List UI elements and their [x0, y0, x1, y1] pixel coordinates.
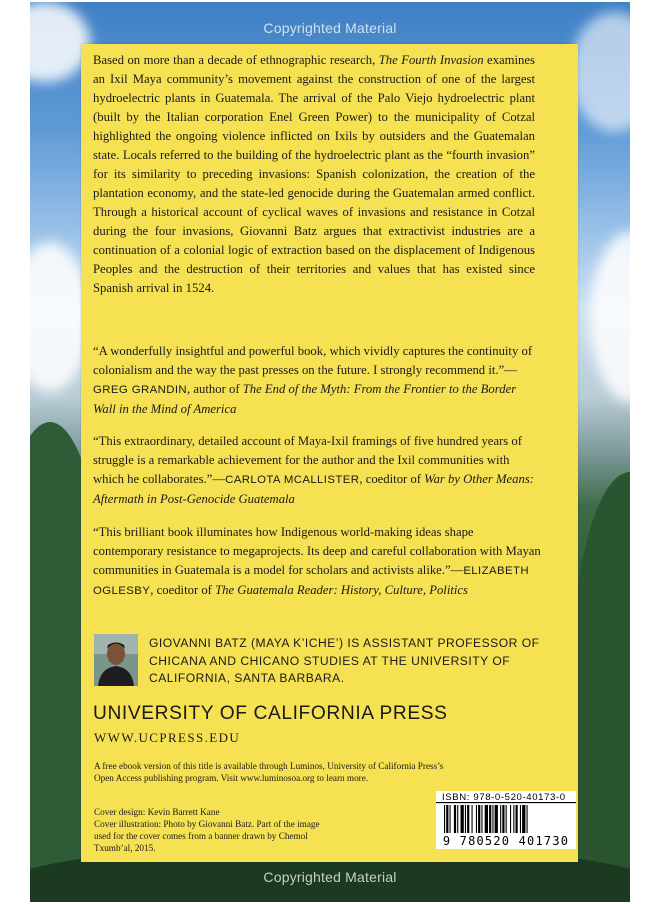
person-portrait-icon — [94, 634, 138, 686]
barcode-bar — [489, 805, 491, 833]
watermark-bottom: Copyrighted Material — [263, 869, 397, 885]
barcode-bar — [457, 805, 458, 833]
endorsement-quote: “This extraordinary, detailed account of Maya-Ixil framings of five hundred years of struggle is a remarkable achievement for the author and the Ixil communities with which he collaborates.”—CARLOTA MCALLISTER, coeditor of War by Other Means: Aftermath in Post-Genocide Guatemala — [93, 434, 534, 506]
publisher-website: WWW.UCPRESS.EDU — [94, 730, 241, 745]
endorser-name: GREG GRANDIN — [93, 384, 188, 396]
barcode-bar — [465, 805, 466, 833]
endorsement-quote: “A wonderfully insightful and powerful book, which vividly captures the continuity of colonialism and the way the past presses on the future. I strongly recommend it.”—GREG GRANDIN, author of The End of the Myth: From the Frontier to the Border Wall in the Mind of America — [93, 344, 533, 416]
barcode-digits: 9 780520 401730 — [436, 834, 576, 849]
endorser-name: ELIZABETH OGLESBY — [93, 565, 529, 597]
barcode-bar — [502, 805, 504, 833]
barcode-bar — [481, 805, 482, 833]
barcode-bar — [527, 805, 528, 833]
barcode-bar — [495, 805, 498, 833]
barcode-bar — [472, 805, 473, 833]
barcode-bar — [461, 805, 464, 833]
cover-credits — [94, 806, 334, 854]
barcode-bar — [506, 805, 507, 833]
ebook-note: A free ebook version of this title is available through Luminos, University of California Press’s Open Access publishing program. Visit www.luminosoa.org to learn more. — [94, 761, 444, 783]
author-bio: GIOVANNI BATZ (MAYA K’ICHE’) IS ASSISTANT PROFESSOR OF CHICANA AND CHICANO STUDIES AT THE UNIVERSITY OF CALIFORNIA, SANTA BARBARA. — [149, 636, 540, 686]
barcode-bar — [513, 805, 514, 833]
endorsement-quote: “This brilliant book illuminates how Indigenous world-making ideas shape contemporary resistance to megaprojects. Its deep and careful collaboration with Mayan communities in Guatemala is a model for scholars and activists alike.”—ELIZABETH OGLESBY, coeditor of The Guatemala Reader: History, Culture, Politics — [93, 525, 541, 597]
barcode-bar — [500, 805, 501, 833]
cover-design-credit: Cover design: Kevin Barrett Kane — [94, 807, 220, 817]
endorser-name: CARLOTA MCALLISTER — [225, 474, 360, 486]
cover-illustration-credit: Cover illustration: Photo by Giovanni Batz. Part of the image used for the cover comes from a banner drawn by Chemol Txumb’al, 2015. — [94, 819, 320, 853]
barcode-bar — [454, 805, 456, 833]
barcode-bar — [478, 805, 480, 833]
book-title: The Fourth Invasion — [378, 53, 484, 67]
author-photo — [94, 634, 138, 686]
barcode-bar — [492, 805, 493, 833]
barcode-bar — [520, 805, 521, 833]
barcode-bar — [522, 805, 525, 833]
publisher-name: UNIVERSITY OF CALIFORNIA PRESS — [93, 703, 448, 724]
mountain-decoration — [570, 472, 630, 902]
watermark-top: Copyrighted Material — [263, 20, 397, 36]
barcode-bars — [436, 804, 576, 834]
book-description: Based on more than a decade of ethnographic research, The Fourth Invasion examines an Ixil Maya community’s movement against the construction of one of the largest hydroelectric plants in Guatemala. The arrival of the Palo Viejo hydroelectric plant (built by the Italian corporation Enel Green Power) to the municipality of Cotzal highlighted the ongoing violence inflicted on Ixils by outsiders and the Guatemalan state. Locals referred to the building of the hydroelectric plant as the “fourth invasion” for its similarity to preceding invasions: Spanish colonization, the creation of the plantation economy, and the state-led genocide during the Guatemalan armed conflict. Through a historical account of cyclical waves of invasions and resistance in Cotzal during the four invasions, Giovanni Batz argues that extractivist industries are a continuation of a colonial logic of extraction based on the displacement of Indigenous Peoples and the destruction of their territories and values that has existed since Spanish arrival in 1524. — [93, 53, 535, 295]
barcode-bar — [444, 805, 445, 833]
barcode-bar — [485, 805, 488, 833]
barcode-bar — [450, 805, 451, 833]
cloud-decoration — [590, 232, 630, 402]
barcode-bar — [476, 805, 477, 833]
barcode-bar — [510, 805, 511, 833]
barcode-bar — [467, 805, 469, 833]
barcode-bar — [516, 805, 518, 833]
barcode-bar — [446, 805, 448, 833]
isbn-label: ISBN: 978-0-520-40173-0 — [436, 791, 576, 803]
